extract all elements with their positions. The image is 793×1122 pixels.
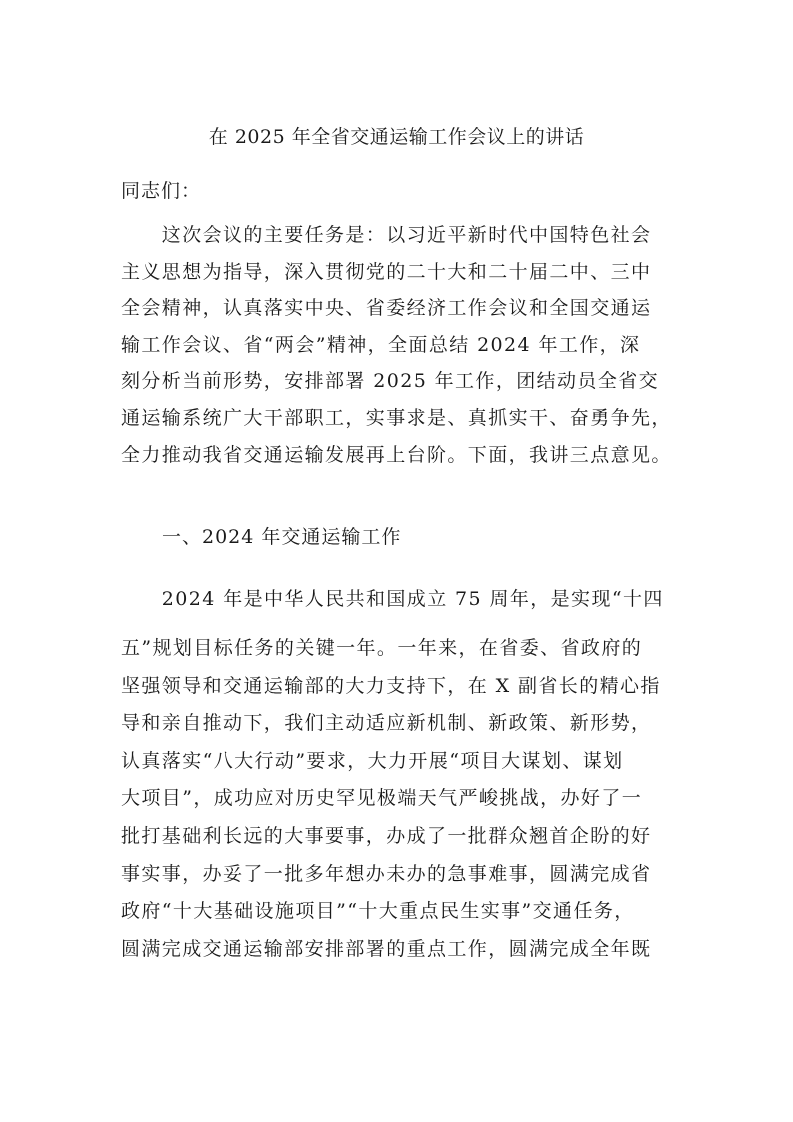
section-paragraph [121, 584, 674, 968]
paragraph-line: 圆满完成交通运输部安排部署的重点工作，圆满完成全年既 [121, 937, 652, 960]
paragraph-line: 全会精神，认真落实中央、省委经济工作会议和全国交通运 [121, 297, 652, 320]
paragraph-line: 全力推动我省交通运输发展再上台阶。下面，我讲三点意见。 [121, 443, 672, 466]
paragraph-line: 大项目”，成功应对历史罕见极端天气严峻挑战，办好了一 [121, 787, 643, 810]
opening-paragraph [121, 217, 674, 473]
paragraph-line: 坚强领导和交通运输部的大力支持下，在 X 副省长的精心指 [121, 674, 661, 697]
document-title: 在 2025 年全省交通运输工作会议上的讲话 [208, 126, 585, 148]
paragraph-line: 事实事，办妥了一批多年想办未办的急事难事，圆满完成省 [121, 862, 652, 885]
paragraph-line: 这次会议的主要任务是：以习近平新时代中国特色社会 [121, 224, 652, 246]
paragraph-line: 刻分析当前形势，安排部署 2025 年工作，团结动员全省交 [121, 370, 660, 393]
paragraph-line: 认真落实“八大行动”要求，大力开展“项目大谋划、谋划 [121, 749, 624, 772]
paragraph-line: 输工作会议、省“两会”精神，全面总结 2024 年工作，深 [121, 333, 641, 356]
paragraph-line: 导和亲自推动下，我们主动适应新机制、新政策、新形势， [121, 712, 652, 735]
paragraph-line: 批打基础利长远的大事要事，办成了一批群众翘首企盼的好 [121, 824, 652, 847]
paragraph-line: 主义思想为指导，深入贯彻党的二十大和二十届二中、三中 [121, 260, 652, 283]
section-heading: 一、2024 年交通运输工作 [162, 526, 402, 548]
paragraph-line: 五”规划目标任务的关键一年。一年来，在省委、省政府的 [121, 637, 643, 659]
paragraph-line: 政府“十大基础设施项目”“十大重点民生实事”交通任务， [121, 900, 635, 923]
paragraph-line: 2024 年是中华人民共和国成立 75 周年，是实现“十四 [121, 588, 664, 610]
salutation: 同志们： [121, 180, 202, 202]
paragraph-line: 通运输系统广大干部职工，实事求是、真抓实干、奋勇争先， [121, 406, 672, 429]
